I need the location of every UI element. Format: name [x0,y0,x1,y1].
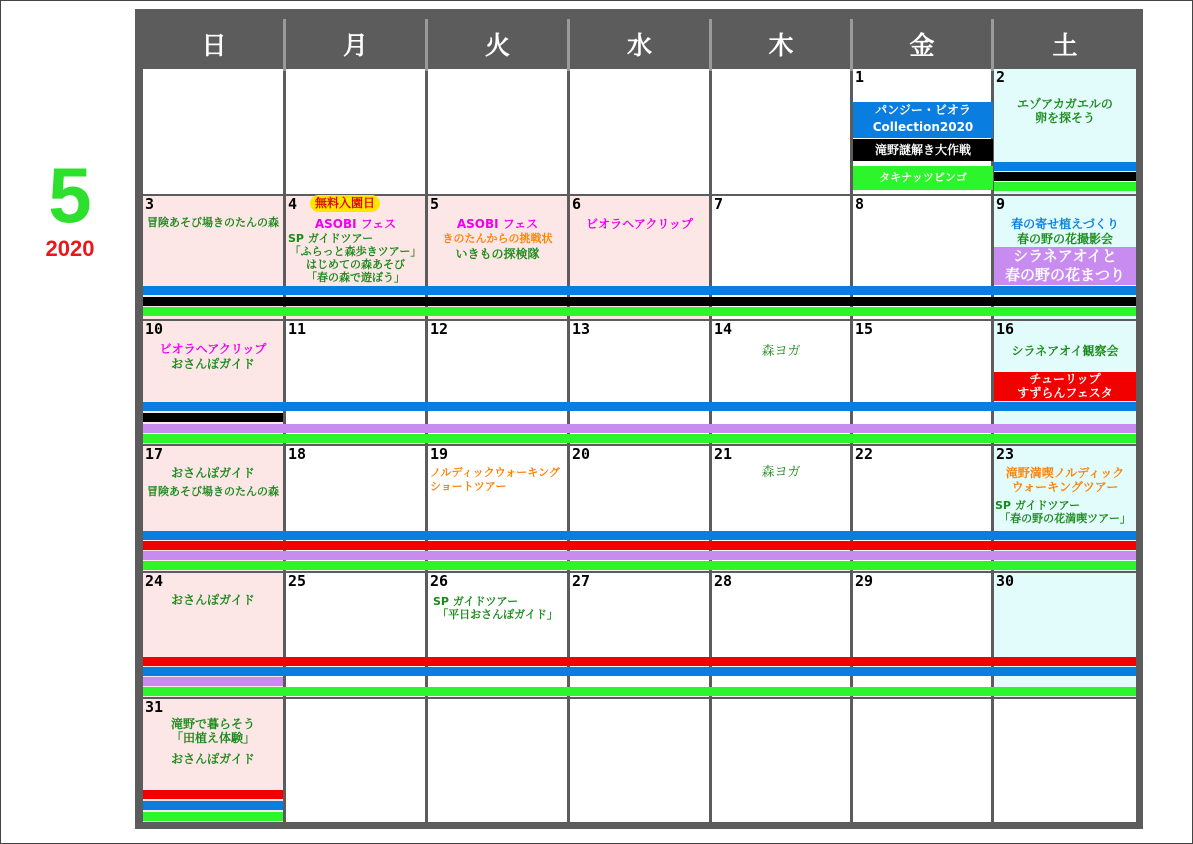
day-number: 3 [145,195,155,213]
day-cell-26[interactable] [428,573,567,697]
day-number: 10 [145,320,164,338]
day-number: 12 [430,320,449,338]
event-hajimete[interactable] [286,258,425,284]
event-text: ウォーキングツアー [1011,480,1119,494]
event-nazotoki[interactable]: 滝野謎解き大作戦 [853,139,993,161]
day-number: 23 [996,445,1015,463]
day-number: 8 [855,195,865,213]
event-text: 春の野の花まつり [1004,266,1125,284]
event-viola-clip[interactable]: ビオラヘアクリップ [586,217,693,231]
day-number: 1 [855,68,865,86]
empty-cell [994,699,1136,822]
empty-cell [286,69,425,194]
event-text: 「平日おさんぽガイド」 [437,608,558,621]
event-pansy-viola[interactable] [853,102,993,138]
event-text: ノルディックウォーキング [430,466,560,479]
day-number: 14 [714,320,733,338]
event-bar-purple[interactable] [143,677,283,686]
event-osanpo[interactable]: おさんぽガイド [171,752,255,766]
event-satsuei[interactable]: 春の野の花撮影会 [1016,232,1113,246]
event-text: パンジー・ビオラ [875,103,971,117]
event-osanpo[interactable]: おさんぽガイド [171,593,255,607]
event-text: すずらんフェスタ [1017,386,1113,400]
event-mori-yoga[interactable]: 森ヨガ [761,465,801,480]
event-text: Collection2020 [872,120,974,134]
weekday-fri: 金 [909,31,935,60]
event-text: 「ふらっと森歩きツアー」 [289,245,422,258]
empty-cell [428,699,567,822]
day-cell-29[interactable] [853,573,991,697]
event-text: 「春の森で遊ぼう」 [306,271,405,284]
event-boken[interactable]: 冒険あそび場きのたんの森 [147,216,279,229]
event-viola-clip[interactable]: ビオラヘアクリップ [159,342,267,356]
event-osanpo[interactable]: おさんぽガイド [171,466,255,480]
event-bar-blue[interactable] [143,667,1136,676]
event-bar-green[interactable] [143,307,1136,316]
event-text: 滝野満喫ノルディック [1005,466,1125,480]
day-number: 27 [572,572,591,590]
event-bar-purple[interactable] [143,551,1136,560]
event-text: ショートツアー [430,480,507,493]
day-number: 4 [288,195,298,213]
event-bar-blue[interactable] [994,162,1136,171]
event-shirane-kansatsu[interactable]: シラネアオイ観察会 [1011,344,1119,358]
day-number: 18 [288,445,307,463]
month-number: 5 [48,151,92,239]
weekday-wed: 水 [626,31,652,60]
event-text: エゾアカガエルの [1017,97,1113,111]
day-number: 20 [572,445,591,463]
day-number: 2 [996,68,1006,86]
empty-cell [853,699,991,822]
day-number: 26 [430,572,449,590]
event-yose-ue[interactable]: 春の寄せ植えづくり [1011,217,1119,231]
event-text: SP ガイドツアー [995,499,1081,512]
day-number: 15 [855,320,874,338]
event-ezo[interactable] [994,97,1136,125]
event-bar-green[interactable] [143,561,1136,570]
empty-cell [143,69,283,194]
event-text: シラネアオイと [1013,247,1117,265]
weekday-tue: 火 [484,31,510,60]
event-bar-red[interactable] [143,541,1136,550]
day-number: 6 [572,195,582,213]
event-takino-kurasou[interactable] [143,717,283,745]
weekday-sat: 土 [1052,31,1078,60]
event-tulip-festa[interactable] [994,372,1136,401]
event-bar-green[interactable] [143,434,1136,443]
day-number: 25 [288,572,307,590]
event-bar-green[interactable] [143,687,1136,696]
event-bar-green[interactable] [143,812,283,821]
event-sp-tour[interactable] [286,232,425,258]
event-takinuts[interactable]: タキナッツビンゴ [853,166,993,190]
event-text: 卵を探そう [1034,111,1095,125]
event-bar-purple[interactable] [143,424,1136,433]
event-osanpo[interactable]: おさんぽガイド [171,357,255,371]
day-number: 31 [145,698,164,716]
empty-cell [570,69,709,194]
weekday-mon: 月 [342,31,368,60]
event-bar-blue[interactable] [143,286,1136,295]
event-kinotan[interactable]: きのたんからの挑戦状 [442,232,553,245]
event-asobi-fes[interactable]: ASOBI フェス [456,217,539,231]
event-bar-green[interactable] [994,182,1136,191]
event-bar-blue[interactable] [143,801,283,810]
day-number: 16 [996,320,1015,338]
day-number: 24 [145,572,164,590]
day-cell-28[interactable] [712,573,850,697]
event-mori-yoga[interactable]: 森ヨガ [761,344,801,359]
event-nordic-tour[interactable] [994,466,1136,494]
event-shirane-festival[interactable] [994,247,1136,285]
event-bar-black[interactable] [143,297,1136,306]
event-bar-blue[interactable] [143,531,1136,540]
event-text: チューリップ [1029,372,1101,386]
day-number: 5 [430,195,440,213]
year-label: 2020 [45,236,95,261]
free-entry-badge: 無料入園日 [310,195,380,212]
empty-cell [428,69,567,194]
day-number: 28 [714,572,733,590]
event-bar-red[interactable] [143,790,283,799]
day-number: 9 [996,195,1006,213]
day-number: 22 [855,445,874,463]
calendar-grid [135,9,1143,829]
empty-cell [570,699,709,822]
event-text: SP ガイドツアー [288,232,374,245]
weekday-sun: 日 [201,31,227,60]
event-boken[interactable]: 冒険あそび場きのたんの森 [147,485,279,498]
event-bar-black[interactable] [994,172,1136,181]
day-cell-27[interactable] [570,573,709,697]
day-number: 13 [572,320,591,338]
event-sp-tour[interactable] [994,499,1136,525]
event-bar-red[interactable] [143,657,1136,666]
day-number: 29 [855,572,874,590]
day-cell-25[interactable] [286,573,425,697]
event-asobi-fes[interactable]: ASOBI フェス [314,217,397,231]
weekday-thu: 木 [768,31,794,60]
day-number: 7 [714,195,724,213]
empty-cell [712,699,850,822]
event-sp-tour[interactable] [428,595,567,621]
day-cell-1[interactable] [853,69,991,194]
event-bar-black[interactable] [143,413,283,422]
event-text: 「田植え体験」 [170,731,255,745]
event-ikimono[interactable]: いきもの探検隊 [455,247,540,261]
event-text: 「春の野の花満喫ツアー」 [999,512,1131,525]
empty-cell [286,699,425,822]
empty-cell [712,69,850,194]
event-nordic-short[interactable] [430,466,566,494]
day-cell-30[interactable] [994,573,1136,697]
day-number: 17 [145,445,164,463]
day-number: 11 [288,320,307,338]
event-text: はじめての森あそび [306,258,405,271]
event-text: 滝野で暮らそう [170,717,255,731]
day-number: 19 [430,445,449,463]
event-text: SP ガイドツアー [433,595,519,608]
event-bar-blue[interactable] [143,402,1136,411]
day-number: 21 [714,445,733,463]
day-number: 30 [996,572,1015,590]
